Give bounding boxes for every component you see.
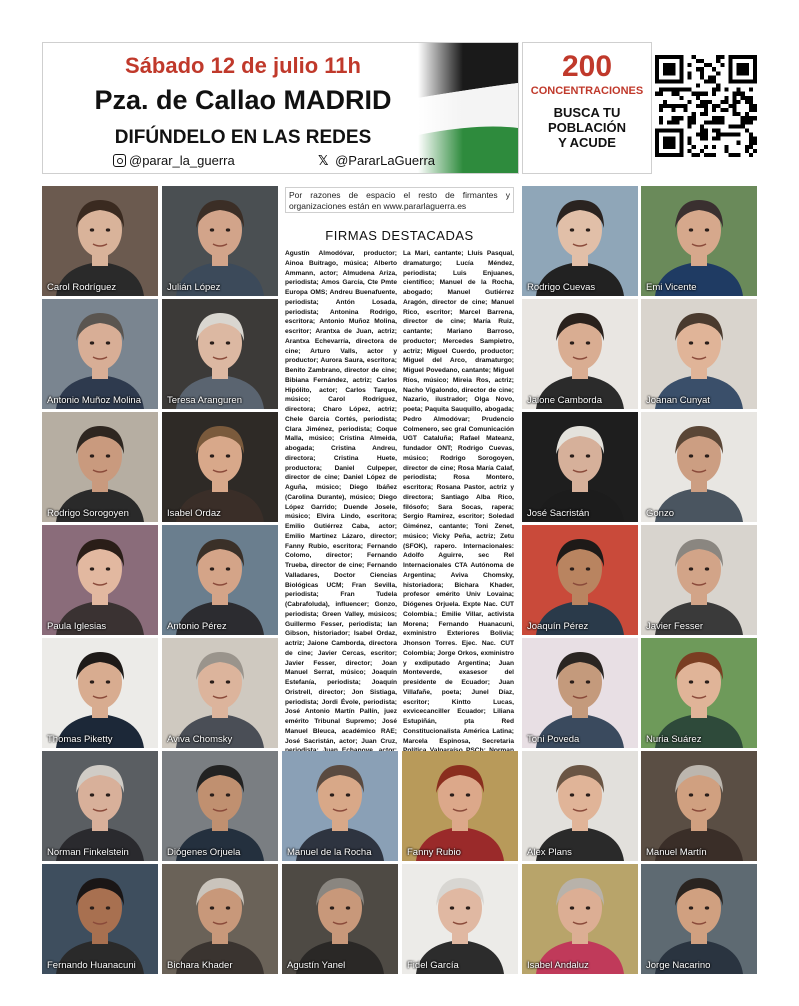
person-photo xyxy=(42,412,158,522)
spread-message: DIFÚNDELO EN LAS REDES xyxy=(114,127,372,148)
person-photo xyxy=(162,638,278,748)
qr-code-icon xyxy=(655,55,757,157)
person-name: Joaquín Pérez xyxy=(527,621,589,632)
portrait-icon xyxy=(42,412,158,522)
space-notice: Por razones de espacio el resto de firmantes y organizaciones están en www.pararlaguerra.es xyxy=(285,187,514,213)
event-date: Sábado 12 de julio 11h xyxy=(125,53,361,78)
instagram-handle[interactable]: @parar_la_guerra xyxy=(113,153,235,168)
portrait-icon xyxy=(162,864,278,974)
person-photo xyxy=(42,751,158,861)
portrait-icon xyxy=(162,525,278,635)
firmas-title: FIRMAS DESTACADAS xyxy=(325,228,474,243)
person-photo xyxy=(522,186,638,296)
person-name: Rodrigo Sorogoyen xyxy=(47,508,129,519)
person-name: Antonio Pérez xyxy=(167,621,227,632)
person-photo xyxy=(162,525,278,635)
person-name: Isabel Andaluz xyxy=(527,960,589,971)
person-name: Carol Rodríguez xyxy=(47,282,117,293)
portrait-icon xyxy=(641,186,757,296)
concentraciones-cta: BUSCA TU POBLACIÓN Y ACUDE xyxy=(548,105,626,150)
person-name: Alex Plans xyxy=(527,847,572,858)
portrait-icon xyxy=(162,751,278,861)
portrait-icon xyxy=(402,864,518,974)
person-photo xyxy=(162,864,278,974)
portrait-icon xyxy=(641,412,757,522)
person-photo xyxy=(522,751,638,861)
person-name: Aviva Chomsky xyxy=(167,734,233,745)
concentraciones-count: 200 xyxy=(561,50,613,83)
portrait-icon xyxy=(641,299,757,409)
portrait-icon xyxy=(42,864,158,974)
person-name: Fanny Rubio xyxy=(407,847,461,858)
portrait-icon xyxy=(282,751,398,861)
person-name: Toni Poveda xyxy=(527,734,580,745)
person-photo xyxy=(162,186,278,296)
person-photo xyxy=(641,751,757,861)
portrait-icon xyxy=(522,412,638,522)
person-name: José Sacristán xyxy=(527,508,590,519)
portrait-icon xyxy=(162,638,278,748)
person-photo xyxy=(522,299,638,409)
person-photo xyxy=(282,751,398,861)
person-photo xyxy=(42,186,158,296)
person-photo xyxy=(162,299,278,409)
person-photo xyxy=(162,412,278,522)
portrait-icon xyxy=(522,525,638,635)
instagram-icon xyxy=(113,154,126,167)
portrait-icon xyxy=(641,638,757,748)
x-icon: 𝕏 xyxy=(318,153,329,168)
person-photo xyxy=(641,638,757,748)
firmas-column-2: La Mari, cantante; Lluís Pasqual, dramaturgo; Lucía Méndez, periodista; Luis Enjuanes, científico; Manuel de la Rocha, abogado; Manuel Gutiérrez Aragón, director de cine; Manuel Rico, escritor; Marcel Barrena, director de cine; María Ruiz, cantante; Mariano Barroso, productor; Mercedes Sampietro, actriz; Miguel Cuerdo, productor; Miguel del Arco, dramaturgo; Miguel Povedano, cantante; Miguel Ríos, músico; Mireia Ros, actriz; Nacho Vigalondo, director de cine; Nazario, ilustrador; Olga Novo, poeta; Paquita Sauquillo, abogada; Pedro Almodóvar; Prudencio Colmenero, sec gral Comunicación UGT Cataluña; Rafael Mateanz, fundador ONT; Rodrigo Cuevas, músico; Rodrigo Sorogoyen, director de cine; Rosa María Calaf, periodista; Rosa Montero, escritora; Rosana Pastor, actriz y directora; Santiago Alba Rico, filósofo; Sara Socas, rapera; Sergio Ramírez, escritor; Soledad Giménez, cantante; Toni Zenet, músico; Vicky Peña, actriz; Zetu (SFOK), rapero. Internacionales: Adolfo Aguirre, sec Rel Internacionales CTA Autónoma de Argentina; Aviva Chomsky, historiadora; Bichara Khader, profesor emérito Univ Lovaina; Diógenes Orjuela. Expte Nac. CUT Colombia.; Emilie Villar, activista Morena; Fernando Huanacuni, exministro Exteriores Bolivia; Jhonson Torres. Ejec. Nac. CUT Colombia; Jorge Orkos, exministro y exdiputado Argentina; Juan Monteverde, exasesor del presidente de Ecuador; Juan Villafañe, poeta; Junel Díaz, escritor; Kintto Lucas, exvicecanciller Ecuador; Liliana Estupiñán, pta Red Constitucionalista América Latina; Marcela Espinosa, Secretaria xyxy=(403,250,514,745)
person-name: Norman Finkelstein xyxy=(47,847,129,858)
portrait-icon xyxy=(42,186,158,296)
person-name: Isabel Ordaz xyxy=(167,508,221,519)
person-photo xyxy=(522,864,638,974)
portrait-icon xyxy=(402,751,518,861)
portrait-icon xyxy=(42,299,158,409)
portrait-icon xyxy=(641,864,757,974)
person-name: Jaione Camborda xyxy=(527,395,602,406)
portrait-icon xyxy=(282,864,398,974)
person-photo xyxy=(42,864,158,974)
concentraciones-label: CONCENTRACIONES xyxy=(530,85,644,97)
person-photo xyxy=(282,864,398,974)
person-photo xyxy=(641,412,757,522)
person-photo xyxy=(641,186,757,296)
concentraciones-box xyxy=(522,42,652,174)
portrait-icon xyxy=(42,525,158,635)
person-name: Javier Fesser xyxy=(646,621,704,632)
person-name: Emi Vicente xyxy=(646,282,697,293)
person-name: Manuel Martín xyxy=(646,847,707,858)
portrait-icon xyxy=(162,412,278,522)
portrait-icon xyxy=(522,299,638,409)
portrait-icon xyxy=(162,186,278,296)
person-name: Rodrigo Cuevas xyxy=(527,282,596,293)
portrait-icon xyxy=(522,751,638,861)
person-name: Agustín Yanel xyxy=(287,960,346,971)
person-photo xyxy=(402,864,518,974)
portrait-icon xyxy=(641,751,757,861)
person-name: Antonio Muñoz Molina xyxy=(47,395,141,406)
portrait-icon xyxy=(42,638,158,748)
person-photo xyxy=(42,299,158,409)
person-name: Manuel de la Rocha xyxy=(287,847,372,858)
person-photo xyxy=(402,751,518,861)
person-photo xyxy=(42,525,158,635)
person-name: Fernando Huanacuni xyxy=(47,960,136,971)
person-name: Fidel García xyxy=(407,960,459,971)
person-name: Julián López xyxy=(167,282,221,293)
event-place: Pza. de Callao MADRID xyxy=(94,85,392,115)
portrait-icon xyxy=(162,299,278,409)
person-photo xyxy=(522,525,638,635)
person-name: Thomas Piketty xyxy=(47,734,113,745)
portrait-icon xyxy=(42,751,158,861)
person-name: Teresa Aranguren xyxy=(167,395,242,406)
person-name: Gonzo xyxy=(646,508,674,519)
person-photo xyxy=(162,751,278,861)
event-header xyxy=(42,42,519,174)
firmas-column-1: Agustín Almodóvar, productor; Ainoa Buitrago, música; Alberto Ammann, actor; Almudena Ariza, periodista; Amos García, Cte Pmte Europa OMS; Andreu Buenafuente, periodista; Antón Losada, periodista; Antonina Rodrigo, escritora; Antonio Muñoz Molina, escritor; Arantxa de Juan, actriz; Arantxa Echevarría, directora de cine; Arturo Valls, actor y productor; Aurora Saura, escritora; Benito Zambrano, director de cine; Bibiana Fernández, actriz; Carlos Hipólito, actor; Carlos Tarque, músico; Carol Rodríguez, directora; Charo López, actriz; Chele Garcia Cortés, periodista; Clara Jiménez, periodista; Coque Malla, músico; Cristina Almeida, abogada; Cristina Andreu, directora; Cristina Huete, productora; Daniel Culpeper, director de cine; Daniel López de Aguña, músico; Diego Ibáñez (Carolina Durante), músico; Diego López Garrido; Duende Josele, músico; Elvira Lindo, escritora; Emilio Gutiérrez Caba, actor; Emilio Martínez Lázaro, director; Fanny Rubio, escritora; Fernando Colomo, director; Fernando Trueba, director de cine; Fernando Valladares, Doctor Ciencias Biológicas UCM; Fran Sevilla, periodista; Fran Tudela (Cabrafoluda), influencer; Gonzo, periodista; Green Valley, músicos; Guillermo Fesser, periodista; Ian Gibson, historiador; Isabel Ordaz, actriz; Jaione Camborda, directora de cine; Javier Cercas, escritor; Javier Fesser, director; Joan Manuel Serrat, músico; Joaquín Estefanía, periodista; Joaquín Oristrell, director; Jon Sistiaga, periodista; Jordi Évole, periodista; José Antonio Martín Pallín, juez emérito Tribunal Supremo; José Manuel Bleuca, académico RAE; José Sacristán, actor; Juan Cruz, xyxy=(285,250,397,745)
person-name: Paula Iglesias xyxy=(47,621,107,632)
person-name: Nuria Suárez xyxy=(646,734,702,745)
x-handle[interactable]: 𝕏 @PararLaGuerra xyxy=(318,153,436,168)
portrait-icon xyxy=(522,638,638,748)
person-photo xyxy=(42,638,158,748)
person-name: Joanan Cunyat xyxy=(646,395,710,406)
qr-code[interactable] xyxy=(655,55,757,157)
portrait-icon xyxy=(522,186,638,296)
person-name: Jorge Nacarino xyxy=(646,960,711,971)
person-name: Diógenes Orjuela xyxy=(167,847,241,858)
person-photo xyxy=(641,864,757,974)
person-photo xyxy=(522,412,638,522)
person-photo xyxy=(522,638,638,748)
person-photo xyxy=(641,525,757,635)
person-photo xyxy=(641,299,757,409)
portrait-icon xyxy=(641,525,757,635)
portrait-icon xyxy=(522,864,638,974)
person-name: Bichara Khader xyxy=(167,960,233,971)
